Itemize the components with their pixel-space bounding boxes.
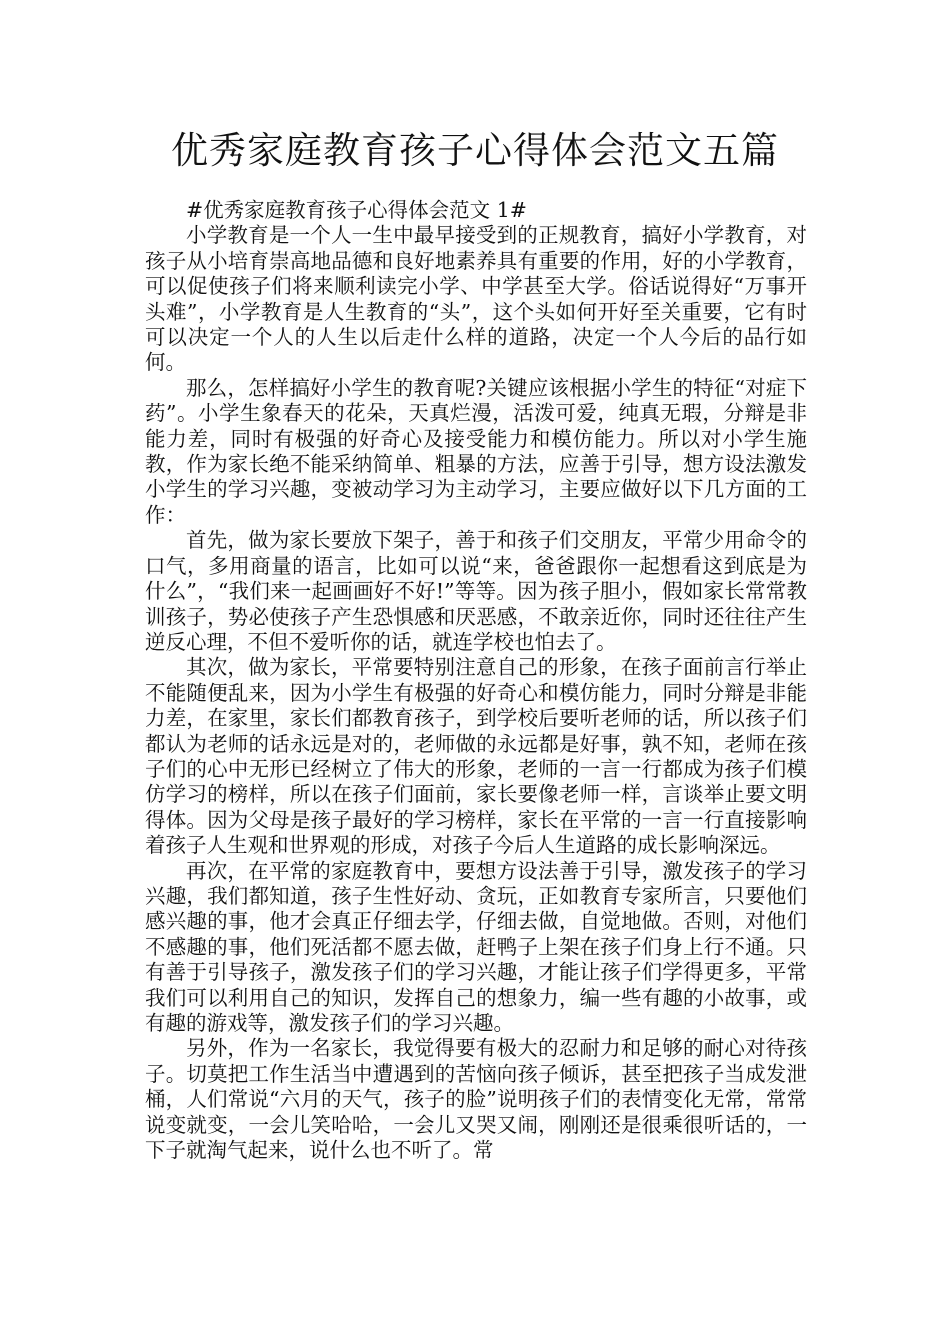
section-heading: #优秀家庭教育孩子心得体会范文 1# xyxy=(186,198,527,222)
paragraph-1: 小学教育是一个人一生中最早接受到的正规教育，搞好小学教育，对孩子从小培育崇高地品德和良好地素养具有重要的作用，好的小学教育，可以促使孩子们将来顺利读完小学、中学甚至大学。俗话说得好“万事开头难”，小学教育是人生教育的“头”，这个头如何开好至关重要，它有时可以决定一个人的人生以后走什么样的道路，决定一个人今后的品行如何。 xyxy=(145,223,807,375)
paragraph-4: 其次，做为家长，平常要特别注意自己的形象，在孩子面前言行举止不能随便乱来，因为小学生有极强的好奇心和模仿能力，同时分辩是非能力差，在家里，家长们都教育孩子，到学校后要听老师的话，所以孩子们都认为老师的话永远是对的，老师做的永远都是好事，孰不知，老师在孩子们的心中无形已经树立了伟大的形象，老师的一言一行都成为孩子们模仿学习的榜样，所以在孩子们面前，家长要像老师一样，言谈举止要文明得体。因为父母是孩子最好的学习榜样，家长在平常的一言一行直接影响着孩子人生观和世界观的形成，对孩子今后人生道路的成长影响深远。 xyxy=(145,655,807,858)
document-body xyxy=(145,198,807,1163)
paragraph-3: 首先，做为家长要放下架子，善于和孩子们交朋友，平常少用命令的口气，多用商量的语言，比如可以说“来，爸爸跟你一起想看这到底是为什么”，“我们来一起画画好不好!”等等。因为孩子胆小，假如家长常常教训孩子，势必使孩子产生恐惧感和厌恶感，不敢亲近你，同时还往往产生逆反心理，不但不爱听你的话，就连学校也怕去了。 xyxy=(145,528,807,654)
paragraph-6: 另外，作为一名家长，我觉得要有极大的忍耐力和足够的耐心对待孩子。切莫把工作生活当中遭遇到的苦恼向孩子倾诉，甚至把孩子当成发泄桶，人们常说“六月的天气，孩子的脸”说明孩子们的表情变化无常，常常说变就变，一会儿笑哈哈，一会儿又哭又闹，刚刚还是很乘很听话的，一下子就淘气起来，说什么也不听了。常 xyxy=(145,1036,807,1163)
paragraph-2: 那么，怎样搞好小学生的教育呢?关键应该根据小学生的特征“对症下药”。小学生象春天的花朵，天真烂漫，活泼可爱，纯真无瑕，分辩是非能力差，同时有极强的好奇心及接受能力和模仿能力。所以对小学生施教，作为家长绝不能采纳简单、粗暴的方法，应善于引导，想方设法激发小学生的学习兴趣，变被动学习为主动学习，主要应做好以下几方面的工作： xyxy=(145,375,807,527)
paragraph-5: 再次，在平常的家庭教育中，要想方设法善于引导，激发孩子的学习兴趣，我们都知道，孩子生性好动、贪玩，正如教育专家所言，只要他们感兴趣的事，他才会真正仔细去学，仔细去做，自觉地做。否则，对他们不感趣的事，他们死活都不愿去做，赶鸭子上架在孩子们身上行不通。只有善于引导孩子，激发孩子们的学习兴趣，才能让孩子们学得更多，平常我们可以利用自己的知识，发挥自己的想象力，编一些有趣的小故事，或有趣的游戏等，激发孩子们的学习兴趣。 xyxy=(145,858,807,1035)
document-title: 优秀家庭教育孩子心得体会范文五篇 xyxy=(171,129,779,172)
